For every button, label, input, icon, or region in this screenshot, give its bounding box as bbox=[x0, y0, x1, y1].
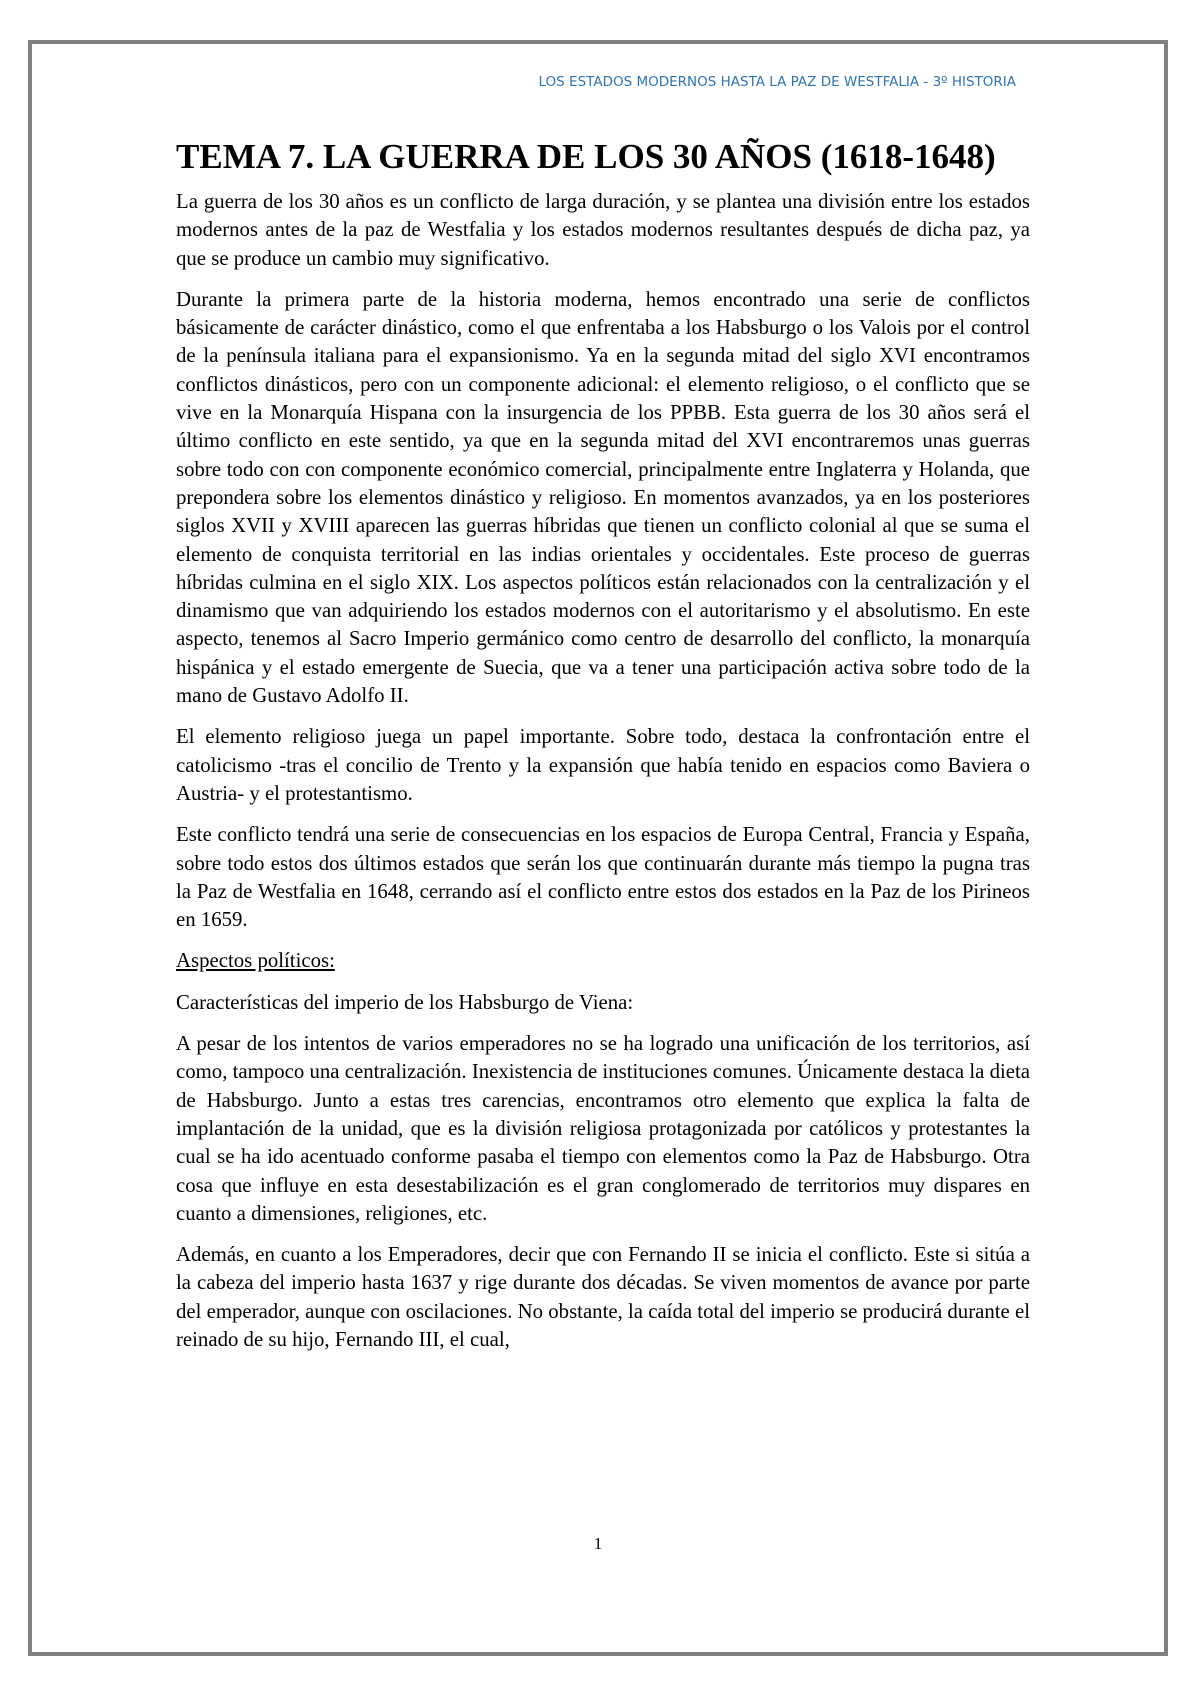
paragraph-religion: El elemento religioso juega un papel importante. Sobre todo, destaca la confrontación entre el catolicismo -tras el concilio de Trento y la expansión que había tenido en espacios como Baviera o Austria- y el protestantismo. bbox=[176, 725, 1030, 805]
page-number: 1 bbox=[593, 1534, 603, 1553]
paragraph-intro: La guerra de los 30 años es un conflicto de larga duración, y se plantea una división entre los estados modernos antes de la paz de Westfalia y los estados modernos resultantes después de dicha paz, ya que se produce un cambio muy significativo. bbox=[176, 190, 1030, 270]
document-body bbox=[176, 136, 1030, 1367]
section-heading: Aspectos políticos: bbox=[176, 949, 335, 973]
paragraph-emperors: Además, en cuanto a los Emperadores, decir que con Fernando II se inicia el conflicto. Este si sitúa a la cabeza del imperio hasta 1637 y rige durante dos décadas. Se viven momentos de avance por parte del emperador, aunque con oscilaciones. No obstante, la caída total del imperio se producirá durante el reinado de su hijo, Fernando III, el cual, bbox=[176, 1243, 1030, 1351]
paragraph-empire: A pesar de los intentos de varios emperadores no se ha logrado una unificación de los territorios, así como, tampoco una centralización. Inexistencia de instituciones comunes. Únicamente destaca la dieta de Habsburgo. Junto a estas tres carencias, encontramos otro elemento que explica la falta de implantación de la unidad, que es la división religiosa protagonizada por católicos y protestantes la cual se ha ido acentuado conforme pasaba el tiempo con elementos como la Paz de Habsburgo. Otra cosa que influye en esta desestabilización es el gran conglomerado de territorios muy dispares en cuanto a dimensiones, religiones, etc. bbox=[176, 1032, 1030, 1225]
document-page bbox=[28, 40, 1168, 1656]
running-header: LOS ESTADOS MODERNOS HASTA LA PAZ DE WESTFALIA - 3º HISTORIA bbox=[538, 74, 1016, 90]
paragraph-context: Durante la primera parte de la historia moderna, hemos encontrado una serie de conflictos básicamente de carácter dinástico, como el que enfrentaba a los Habsburgo o los Valois por el control de la península italiana para el expansionismo. Ya en la segunda mitad del siglo XVI encontramos conflictos dinásticos, pero con un componente adicional: el elemento religioso, o el conflicto que se vive en la Monarquía Hispana con la insurgencia de los PPBB. Esta guerra de los 30 años será el último conflicto en este sentido, ya que en la segunda mitad del XVI encontraremos unas guerras sobre todo con con componente económico comercial, principalmente entre Inglaterra y Holanda, que prepondera sobre los elementos dinástico y religioso. En momentos avanzados, ya en los posteriores siglos XVII y XVIII aparecen las guerras híbridas que tienen un conflicto colonial al que se suma el elemento de conquista territorial en las indias orientales y occidentales. Este proceso de guerras híbridas culmina en el siglo XIX. Los aspectos políticos están relacionados con la centralización y el dinamismo que van adquiriendo los estados modernos con el autoritarismo y el absolutismo. En este aspecto, tenemos al Sacro Imperio germánico como centro de desarrollo del conflicto, la monarquía hispánica y el estado emergente de Suecia, que va a tener una participación activa sobre todo de la mano de Gustavo Adolfo II. bbox=[176, 287, 1030, 708]
document-title: TEMA 7. LA GUERRA DE LOS 30 AÑOS (1618-1648) bbox=[176, 137, 996, 176]
section-intro: Características del imperio de los Habsburgo de Viena: bbox=[176, 990, 634, 1014]
paragraph-consequences: Este conflicto tendrá una serie de consecuencias en los espacios de Europa Central, Francia y España, sobre todo estos dos últimos estados que serán los que continuarán durante más tiempo la pugna tras la Paz de Westfalia en 1648, cerrando así el conflicto entre estos dos estados en la Paz de los Pirineos en 1659. bbox=[176, 823, 1030, 932]
